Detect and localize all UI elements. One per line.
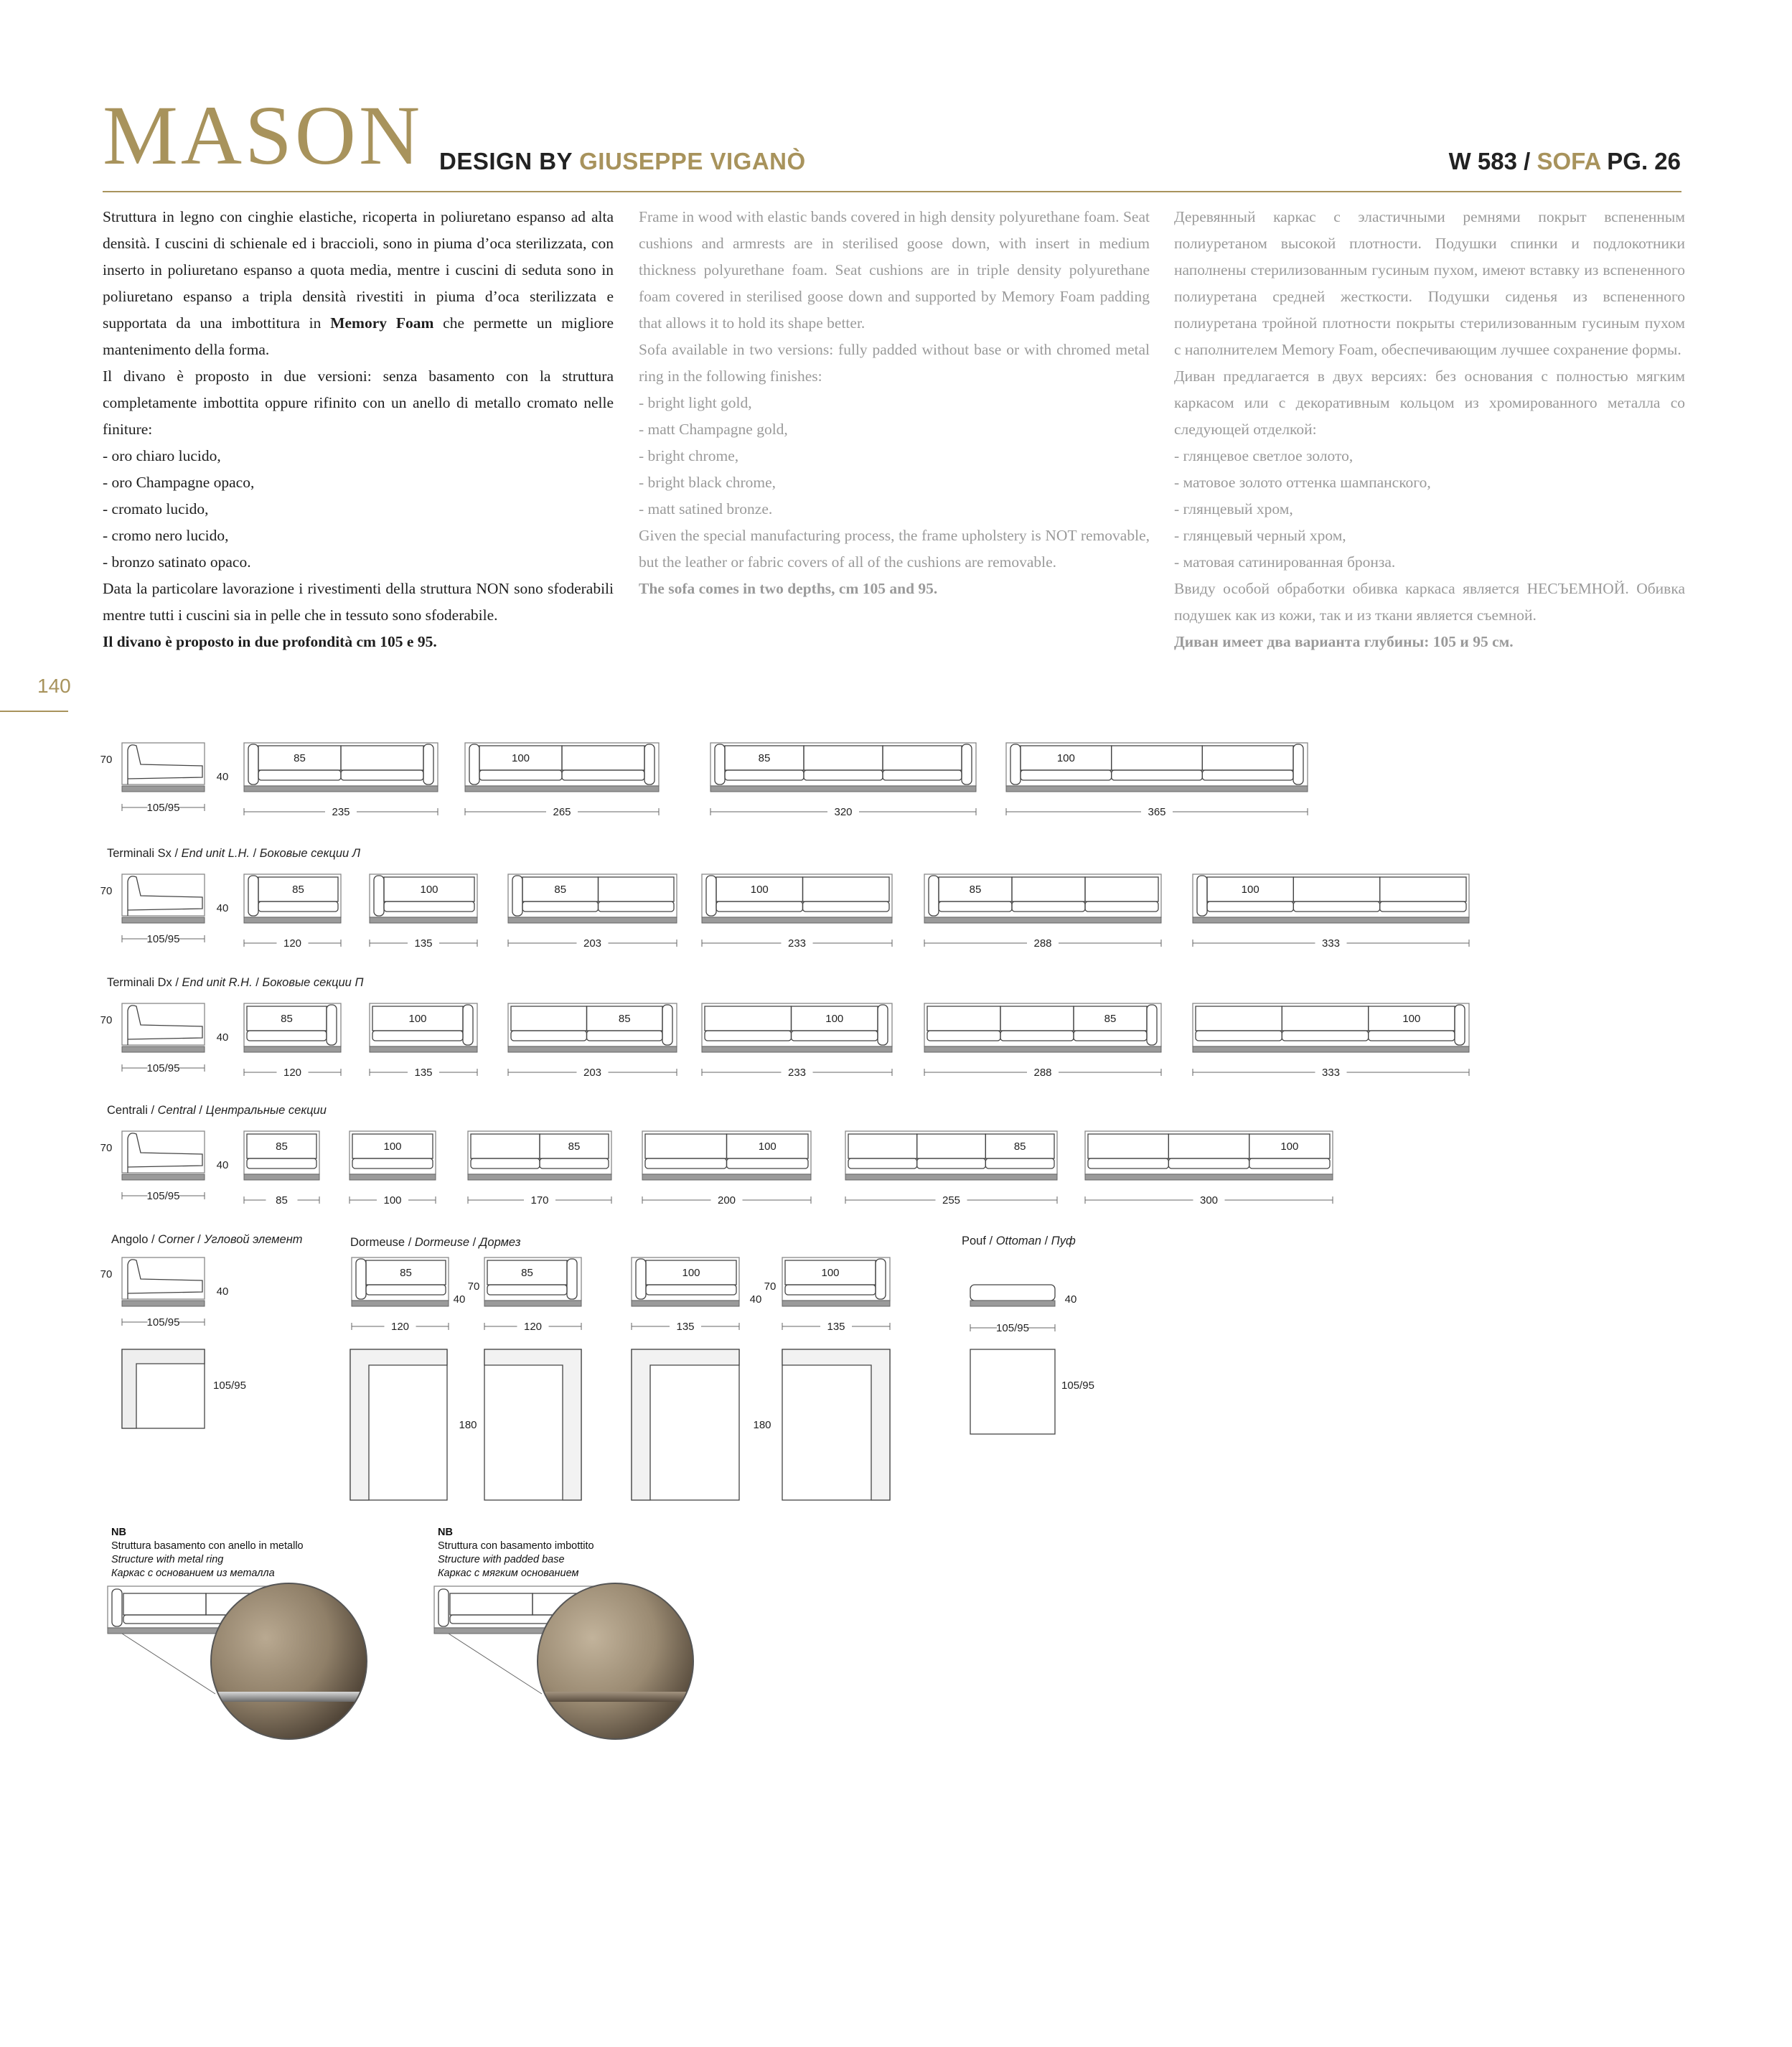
seat-cushion [247,1031,327,1041]
cushion-width-label: 100 [1402,1013,1421,1025]
ru-paragraph-1: Деревянный каркас с эластичными ремнями покрыт вспененным полиуретаном высокой плотности. Подушки спинки и подлокотники наполнены стерилизованным гусиным пухом, имеют вставку из вспененного полиуретана средней жесткости. Подушки сиденья из вспененного полиуретана тройной плотности покрыты стерилизованным гусиным пухом с наполнителем Memory Foam, обеспечивающим лучшее сохранение формы. [1174,208,1685,358]
seat-cushion [985,1158,1054,1168]
ru-finish: - глянцевый черный хром, [1174,527,1346,544]
pouf-depth-label: 105/95 [1061,1380,1094,1392]
dimension-label: 333 [1321,1067,1341,1079]
base-ring [122,917,205,923]
seat-cushion [646,1285,736,1295]
dimension-label: 85 [276,1194,288,1207]
armrest-left [356,1259,366,1299]
seat-cushion [1249,1158,1330,1168]
seat-cushion [258,901,338,912]
seat-cushion [927,1031,1000,1041]
base-ring [122,786,205,792]
back-cushion [883,746,962,770]
seat-cushion [1088,1158,1168,1168]
seat-cushion [792,1031,878,1041]
dimension-label: 105/95 [146,1062,180,1074]
it-finish: - bronzo satinato opaco. [103,553,251,571]
base-ring [244,1046,341,1052]
sofa-outline [710,743,976,786]
base-ring [702,1046,892,1052]
dimension-label: 203 [583,1067,602,1079]
seat-cushion [804,770,883,780]
seat-height-label: 40 [1064,1293,1077,1306]
base-ring [122,1301,205,1306]
base-ring [710,786,976,792]
seat-cushion [1021,770,1112,780]
dimension-label: 120 [390,1321,410,1333]
seat-cushion [487,1285,567,1295]
back-cushion [848,1134,917,1158]
armrest-right [567,1259,577,1299]
seat-cushion [848,1158,917,1168]
page-ref: PG. 26 [1607,148,1681,174]
seat-cushion [258,770,341,780]
sofa-outline [702,874,892,917]
sofa-outline [370,1003,477,1046]
side-profile [128,1006,202,1045]
sofa-outline [350,1131,436,1174]
armrest-left [248,876,258,916]
cushion-width-label: 100 [511,752,530,764]
cushion-width-label: 100 [420,884,438,896]
sofa-outline [508,1003,677,1046]
category: SOFA [1537,148,1601,174]
seat-cushion [1012,901,1085,912]
base-ring [244,1174,319,1180]
note-padded-base: NB Struttura con basamento imbottito Structure with padded base Каркас с мягким основанием [438,1527,594,1579]
armrest-left [374,876,384,916]
seat-cushion [1369,1031,1455,1041]
seat-cushion [1168,1158,1249,1168]
seat-cushion [352,1158,433,1168]
cushion-width-label: 85 [521,1267,533,1279]
cushion-width-label: 85 [294,752,306,764]
sofa-outline [370,874,477,917]
dimension-label: 135 [676,1321,695,1333]
dimension-label: 135 [414,1067,433,1079]
base-ring [702,917,892,923]
cushion-width-label: 85 [758,752,771,764]
base-ring [370,1046,477,1052]
armrest-right [423,744,433,784]
dimension-label: 300 [1199,1194,1219,1207]
seat-cushion [727,1158,809,1168]
dimension-label: 333 [1321,937,1341,950]
back-cushion [1168,1134,1249,1158]
back-cushion [927,1006,1000,1031]
seat-cushion [247,1158,316,1168]
cushion-width-label: 85 [618,1013,631,1025]
seat-cushion [587,1031,663,1041]
dimension-label: 203 [583,937,602,950]
seat-cushion [725,770,804,780]
dimension-label: 235 [332,806,350,818]
en-paragraph-2: Sofa available in two versions: fully padded without base or with chromed metal ring in the following finishes: [639,341,1150,385]
armrest-right [962,744,972,784]
it-finish: - oro chiaro lucido, [103,447,221,464]
seat-cushion [785,1285,876,1295]
height-label: 70 [100,1268,113,1280]
en-finish: - bright black chrome, [639,474,777,491]
seat-height-label: 40 [749,1293,762,1306]
sofa-outline [1193,1003,1469,1046]
section-label-corner: Angolo / Corner / Угловой элемент [111,1233,303,1246]
armrest-left [1010,744,1021,784]
seat-height-label: 40 [216,1031,229,1044]
seat-height-label: 40 [453,1293,466,1306]
armrest-left [1197,876,1207,916]
back-cushion [511,1006,587,1031]
seat-height-label: 40 [216,902,229,914]
base-ring [508,917,677,923]
dimension-label: 120 [283,1067,302,1079]
dimension-label: 135 [414,937,433,950]
dimension-label: 120 [523,1321,543,1333]
base-ring [642,1174,811,1180]
armrest-left [706,876,716,916]
length-label: 180 [459,1419,477,1431]
dimension-label: 100 [383,1194,402,1207]
seat-cushion [372,1031,463,1041]
cushion-width-label: 85 [1013,1140,1026,1153]
base-ring [1006,786,1308,792]
armrest-right [878,1005,888,1045]
base-ring [244,786,438,792]
dimension-label: 105/95 [146,1316,180,1329]
cushion-width-label: 85 [568,1140,581,1153]
base-ring [468,1174,611,1180]
back-cushion [804,746,883,770]
seat-cushion [1112,770,1203,780]
dimension-label: 120 [283,937,302,950]
base-ring [970,1301,1055,1306]
cushion-width-label: 85 [292,884,304,896]
cushion-width-label: 85 [1104,1013,1117,1025]
sofa-outline [924,1003,1161,1046]
seat-cushion [939,901,1012,912]
armrest-right [644,744,655,784]
it-finish: - cromato lucido, [103,500,209,517]
en-finish: - matt satined bronze. [639,500,773,517]
ru-finish: - глянцевый хром, [1174,500,1293,517]
height-label: 70 [100,754,113,766]
mini-armrest [112,1589,122,1626]
back-cushion [803,877,890,901]
seat-cushion [366,1285,446,1295]
code-prefix: W 583 / [1448,148,1531,174]
section-label-central: Centrali / Central / Центральные секции [107,1104,327,1117]
base-ring [845,1174,1057,1180]
ru-finish: - глянцевое светлое золото, [1174,447,1354,464]
sofa-outline [1006,743,1308,786]
seat-height-label: 40 [216,1285,229,1298]
back-cushion [917,1134,986,1158]
seat-height-label: 40 [216,1159,229,1171]
side-profile [128,876,202,916]
base-ring [924,1046,1161,1052]
seat-cushion [716,901,803,912]
design-prefix: DESIGN BY [439,148,573,174]
cushion-width-label: 100 [383,1140,402,1153]
cushion-width-label: 85 [276,1140,288,1153]
seat-cushion [599,901,675,912]
corner-plan-back [122,1349,205,1428]
padded-base-band [538,1692,693,1702]
note-metal-ring: NB Struttura basamento con anello in metallo Structure with metal ring Каркас с основанием из металла [111,1527,304,1579]
base-ring [370,917,477,923]
en-finish: - matt Champagne gold, [639,421,788,438]
armrest-right [1147,1005,1157,1045]
section-label-end-lh: Terminali Sx / End unit L.H. / Боковые секции Л [107,847,361,860]
ru-finish: - матовое золото оттенка шампанского, [1174,474,1431,491]
length-label: 180 [753,1419,771,1431]
ru-paragraph-2: Диван предлагается в двух версиях: без основания с полностью мягким каркасом или с декоративным кольцом из хромированного металла со следующей отделкой: [1174,367,1685,438]
seat-cushion [522,901,599,912]
armrest-right [876,1259,886,1299]
dimension-label: 105/95 [146,933,180,945]
dimension-label: 255 [942,1194,961,1207]
base-ring [1193,917,1469,923]
sofa-outline [924,874,1161,917]
pouf-side [970,1285,1055,1301]
it-paragraph-4: Il divano è proposto in due profondità cm 105 e 95. [103,633,437,650]
back-cushion [1000,1006,1074,1031]
dimension-label: 105/95 [146,1190,180,1202]
dormeuse-outline [782,1257,890,1301]
back-cushion [341,746,423,770]
cushion-width-label: 100 [408,1013,427,1025]
back-cushion [562,746,644,770]
back-cushion [1293,877,1379,901]
seat-cushion [540,1158,609,1168]
seat-cushion [883,770,962,780]
sofa-outline [845,1131,1057,1174]
section-label-dormeuse: Dormeuse / Dormeuse / Дормез [350,1236,521,1249]
callout-line [122,1634,215,1694]
seat-cushion [1380,901,1466,912]
side-profile [128,1133,202,1173]
back-cushion [1088,1134,1168,1158]
seat-cushion [1282,1031,1368,1041]
armrest-left [929,876,939,916]
metal-ring-detail-photo [210,1583,367,1740]
seat-cushion [1000,1031,1074,1041]
armrest-left [248,744,258,784]
it-paragraph-1: Struttura in legno con cinghie elastiche, ricoperta in poliuretano espanso ad alta densità. I cuscini di schienale ed i braccioli, sono in piuma d’oca sterilizzata, con inserto in poliuretano espanso a quota media, mentre i cuscini di seduta sono in poliuretano espanso a tripla densità rivestiti in piuma d’oca sterilizzata e supportata da una imbottitura in Memory Foam che permette un migliore mantenimento della forma. [103,208,614,358]
cushion-width-label: 100 [825,1013,844,1025]
back-cushion [1085,877,1158,901]
back-cushion [645,1134,727,1158]
back-cushion [1112,746,1203,770]
armrest-left [469,744,479,784]
seat-cushion [645,1158,727,1168]
back-cushion [1196,1006,1282,1031]
base-ring [508,1046,677,1052]
base-ring [484,1301,581,1306]
cushion-width-label: 85 [969,884,982,896]
base-ring [1193,1046,1469,1052]
dormeuse-plan-back [484,1349,581,1500]
dormeuse-plan-back [632,1349,739,1500]
armrest-left [715,744,725,784]
height-label: 70 [467,1280,480,1293]
base-ring [244,917,341,923]
dimension-label: 365 [1148,806,1166,818]
it-paragraph-3: Data la particolare lavorazione i rivestimenti della struttura NON sono sfoderabili mentre tutti i cuscini sia in pelle che in tessuto sono sfoderabile. [103,580,614,624]
armrest-right [327,1005,337,1045]
product-title: MASON [103,88,423,182]
dimension-label: 170 [530,1194,549,1207]
height-label: 70 [764,1280,777,1293]
sofa-outline [702,1003,892,1046]
seat-cushion [1074,1031,1147,1041]
armrest-right [1293,744,1303,784]
cushion-width-label: 100 [682,1267,700,1279]
cushion-width-label: 100 [821,1267,840,1279]
dimension-label: 320 [834,806,853,818]
seat-cushion [1196,1031,1282,1041]
height-label: 70 [100,1142,113,1154]
dimension-label: 105/95 [146,802,180,814]
ru-paragraph-4: Диван имеет два варианта глубины: 105 и 95 см. [1174,633,1514,650]
base-ring [352,1301,449,1306]
seat-cushion [705,1031,792,1041]
it-finish: - oro Champagne opaco, [103,474,255,491]
dormeuse-plan-back [350,1349,447,1500]
mini-armrest [438,1589,449,1626]
seat-cushion [562,770,644,780]
base-ring [350,1174,436,1180]
sofa-outline [1193,874,1469,917]
seat-cushion [803,901,890,912]
mini-back-cushion [123,1593,206,1615]
en-finish: - bright light gold, [639,394,752,411]
back-cushion [471,1134,540,1158]
armrest-right [463,1005,473,1045]
section-label-end-rh: Terminali Dx / End unit R.H. / Боковые секции П [107,976,364,989]
cushion-width-label: 85 [400,1267,412,1279]
base-ring [632,1301,739,1306]
back-cushion [1012,877,1085,901]
side-profile [128,1260,202,1299]
dormeuse-plan-back [782,1349,890,1500]
pouf-plan [970,1349,1055,1434]
seat-cushion [341,770,423,780]
base-ring [122,1046,205,1052]
dimension-label: 288 [1033,937,1052,950]
cushion-width-label: 85 [554,884,567,896]
section-label-pouf: Pouf / Ottoman / Пуф [962,1235,1076,1247]
seat-cushion [1085,901,1158,912]
seat-cushion [917,1158,986,1168]
seat-cushion [384,901,474,912]
designer-name: GIUSEPPE VIGANÒ [579,148,806,174]
seat-cushion [471,1158,540,1168]
base-ring [122,1174,205,1180]
base-ring [465,786,659,792]
it-finish: - cromo nero lucido, [103,527,229,544]
en-paragraph-1: Frame in wood with elastic bands covered in high density polyurethane foam. Seat cushions and armrests are in sterilised goose down, with insert in medium thickness polyurethane foam. Seat cushions are in triple density polyurethane foam covered in sterilised goose down and supported by Memory Foam padding that allows it to hold its shape better. [639,208,1150,332]
ru-paragraph-3: Ввиду особой обработки обивка каркаса является НЕСЪЕМНОЙ. Обивка подушек как из кожи, так и из ткани является съемной. [1174,580,1685,624]
en-finish: - bright chrome, [639,447,739,464]
en-paragraph-4: The sofa comes in two depths, cm 105 and 95. [639,580,938,597]
seat-cushion [511,1031,587,1041]
sofa-outline [1085,1131,1333,1174]
ru-finish: - матовая сатинированная бронза. [1174,553,1396,571]
dimension-label: 105/95 [996,1322,1029,1334]
seat-cushion [1293,901,1379,912]
mini-back-cushion [450,1593,533,1615]
side-profile [128,745,202,784]
dimension-label: 200 [717,1194,736,1207]
back-cushion [599,877,675,901]
armrest-right [1455,1005,1465,1045]
page-number: 140 [37,675,71,697]
base-ring [924,917,1161,923]
back-cushion [1202,746,1293,770]
padded-base-detail-photo [537,1583,694,1740]
armrest-left [636,1259,646,1299]
back-cushion [705,1006,792,1031]
cushion-width-label: 100 [1241,884,1259,896]
dimension-label: 288 [1033,1067,1052,1079]
back-cushion [1282,1006,1368,1031]
sofa-outline [508,874,677,917]
sofa-outline [244,1131,319,1174]
corner-depth-label: 105/95 [213,1380,246,1392]
cushion-width-label: 100 [1280,1140,1299,1153]
seat-cushion [1202,770,1293,780]
cushion-width-label: 100 [758,1140,777,1153]
back-cushion [1380,877,1466,901]
dormeuse-outline [632,1257,739,1301]
seat-cushion [1207,901,1293,912]
callout-line [449,1634,542,1694]
armrest-left [512,876,522,916]
dimension-label: 135 [827,1321,845,1333]
base-ring [782,1301,890,1306]
dimension-label: 233 [787,1067,807,1079]
dimension-label: 233 [787,937,807,950]
dimension-label: 265 [553,806,571,818]
seat-height-label: 40 [216,771,229,783]
metal-ring-band [212,1692,366,1702]
cushion-width-label: 100 [750,884,769,896]
height-label: 70 [100,885,113,897]
armrest-right [662,1005,672,1045]
it-paragraph-2: Il divano è proposto in due versioni: senza basamento con la struttura completamente imbottita oppure rifinito con un anello di metallo cromato nelle finiture: [103,367,614,438]
cushion-width-label: 85 [281,1013,293,1025]
seat-cushion [479,770,562,780]
en-paragraph-3: Given the special manufacturing process, the frame upholstery is NOT removable, but the leather or fabric covers of all of the cushions are removable. [639,527,1150,571]
cushion-width-label: 100 [1056,752,1075,764]
height-label: 70 [100,1014,113,1026]
base-ring [1085,1174,1333,1180]
